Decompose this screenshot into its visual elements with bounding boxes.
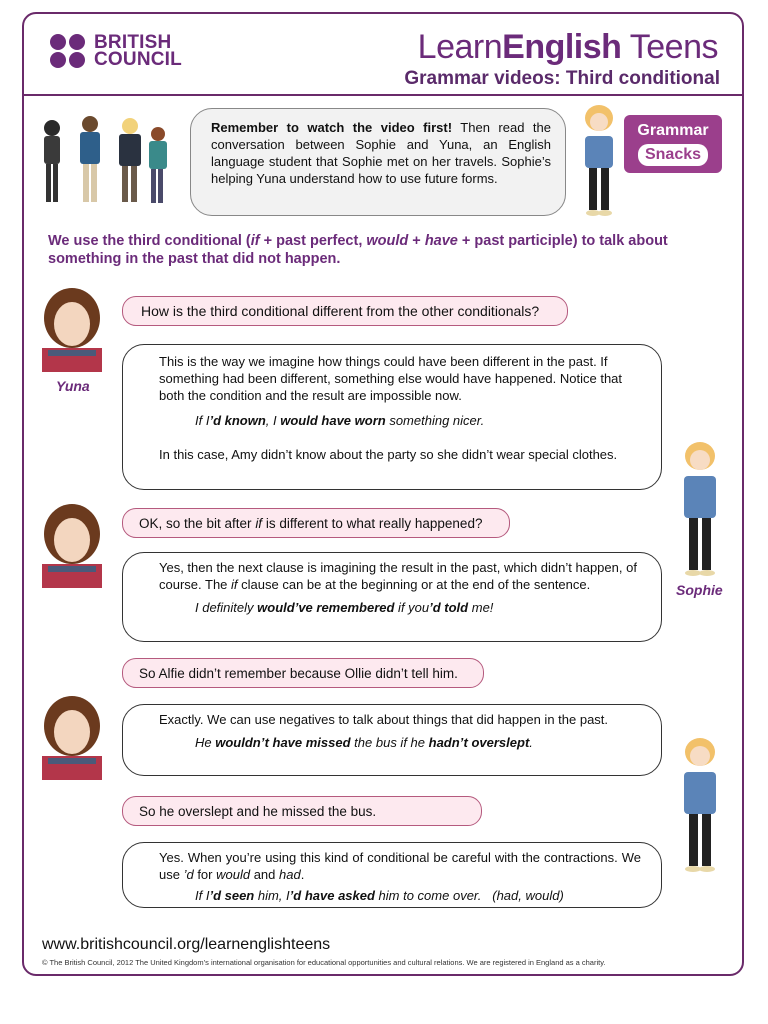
yuna-photo-1 [38, 284, 106, 372]
logo-text: BRITISH COUNCIL [94, 32, 182, 70]
logo-dots-icon [50, 34, 90, 70]
page-subtitle: Grammar videos: Third conditional [404, 68, 720, 89]
sophie-side-illustration-1 [672, 440, 728, 580]
rule-statement: We use the third conditional (if + past perfect, would + have + past participle) to talk about something in the past that did not happen. [48, 233, 668, 267]
yuna-question-2: OK, so the bit after if is different to what really happened? [122, 508, 510, 538]
intro-bubble: Remember to watch the video first! Then read the conversation between Sophie and Yuna, an English language student that Sophie met on her travels. Sophie’s helping Yuna understand how to use future forms. [190, 108, 566, 216]
yuna-name: Yuna [56, 378, 90, 394]
footer-url-link[interactable]: www.britishcouncil.org/learnenglishteens [42, 936, 331, 953]
yuna-question-1: How is the third conditional different from the other conditionals? [122, 296, 568, 326]
yuna-question-4: So he overslept and he missed the bus. [122, 796, 482, 826]
sophie-answer-2: Yes, then the next clause is imagining the result in the past, which didn’t happen, of course. The if clause can be at the beginning or at the end of the sentence. I definitely would’ve remembered if you’d told me! [122, 552, 662, 642]
sophie-answer-3: Exactly. We can use negatives to talk about things that did happen in the past. He wouldn’t have missed the bus if he hadn’t overslept. [122, 704, 662, 776]
sophie-name: Sophie [676, 582, 723, 598]
site-title: LearnEnglish Teens [417, 28, 718, 66]
sophie-side-illustration-2 [672, 736, 728, 876]
yuna-photo-2 [38, 500, 106, 588]
teen-group-illustration [38, 114, 178, 210]
yuna-question-3: So Alfie didn’t remember because Ollie didn’t tell him. [122, 658, 484, 688]
grammar-snacks-badge: Grammar Snacks [624, 115, 722, 173]
footer-copyright: © The British Council, 2012 The United Kingdom’s international organisation for educational opportunities and cultural relations. We are registered in England as a charity. [42, 958, 606, 967]
yuna-photo-3 [38, 692, 106, 780]
sophie-answer-1: This is the way we imagine how things could have been different in the past. If something had been different, something else would have happened. Notice that both the condition and the result are impossible now. If I’d known, I would have worn something nicer. In this case, Amy didn’t know about the party so she didn’t wear special clothes. [122, 344, 662, 490]
sophie-top-illustration [572, 104, 624, 218]
header-divider [22, 94, 744, 96]
sophie-answer-4: Yes. When you’re using this kind of conditional be careful with the contractions. We use ’d for would and had. If I’d seen him, I’d have asked him to come over. (had, would) [122, 842, 662, 908]
british-council-logo [50, 34, 190, 74]
